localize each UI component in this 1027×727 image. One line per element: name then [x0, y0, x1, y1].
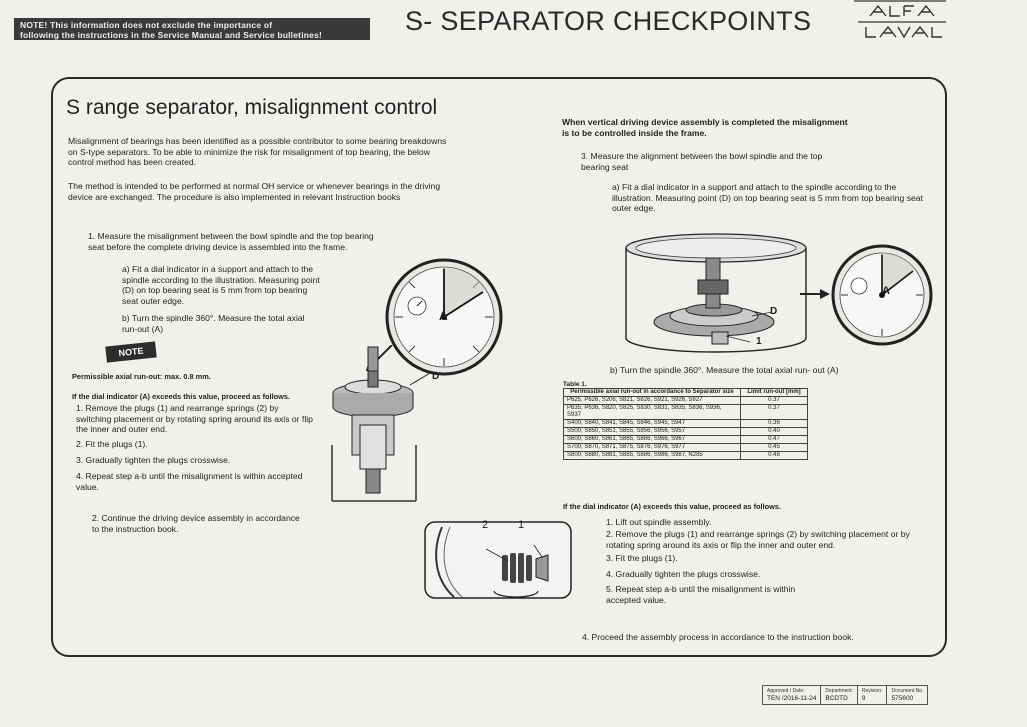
step-1: 1. Measure the misalignment between the bowl spindle and the top bearing seat before the complete driving device is assembled into the frame. [88, 231, 374, 252]
table-header-row [564, 389, 808, 397]
detail-label-1: 1 [518, 519, 525, 531]
point-label-d-right: D [770, 306, 778, 317]
footer-department [821, 686, 858, 705]
dial-label-a-right: A [882, 285, 890, 297]
table-cell-sizes: S500, S850, S851, S855, S856, S956, S957 [564, 428, 741, 436]
permissible-runout [72, 372, 332, 383]
exceeds-heading-right: If the dial indicator (A) exceeds this value, proceed as follows. [563, 502, 782, 511]
document-value: 575600 [891, 695, 914, 702]
step-3b: b) Turn the spindle 360°. Measure the total axial run- out (A) [610, 365, 839, 375]
table-cell-sizes: P635, P636, S820, S825, S830, S831, S835, S836, S936, S937 [564, 405, 741, 420]
approved-label: Approved / Date: [767, 688, 805, 694]
fix-step-right-4: 4. Gradually tighten the plugs crosswise. [606, 569, 761, 579]
table-cell-limit: 0.37 [741, 405, 808, 420]
section-title: S range separator, misalignment control [66, 96, 438, 119]
table-cell-limit: 0.45 [741, 444, 808, 452]
fix-step-right-1: 1. Lift out spindle assembly. [606, 517, 712, 527]
fix-step-right-5: 5. Repeat step a-b until the misalignment is within accepted value. [606, 584, 796, 605]
document-title: S- SEPARATOR CHECKPOINTS [405, 6, 812, 36]
table-cell-limit: 0.37 [741, 397, 808, 405]
plug-spring-detail-illustration [424, 521, 572, 599]
fix-step-right-2: 2. Remove the plugs (1) and rearrange springs (2) by switching placement or by rotating spring around its axis or flip the inner and outer end. [606, 529, 910, 550]
revision-label: Revision: [861, 688, 883, 694]
table-row [564, 397, 808, 405]
table-cell-limit: 0.48 [741, 452, 808, 460]
department-label: Department: [825, 688, 853, 694]
fix-step-left-1: 1. Remove the plugs (1) and rearrange springs (2) by switching placement or by rotating spring around its axis or flip the inner and outer end. [76, 403, 313, 435]
alfa-laval-logo [846, 0, 956, 42]
approved-value: TEN /2016-11-24 [767, 695, 817, 702]
table-cell-limit: 0.47 [741, 436, 808, 444]
notice-line-2: following the instructions in the Service Manual and Service bulletines! [20, 30, 323, 40]
table-row [564, 428, 808, 436]
step-1a: a) Fit a dial indicator in a support and attach to the spindle according to the illustration. Measuring point (D) on top bearing seat is 5 mm from top bearing seat outer edge. [122, 264, 320, 306]
table-cell-sizes: P625, P626, S206, S821, S826, S921, S926, S927 [564, 397, 741, 405]
step-3: 3. Measure the alignment between the bowl spindle and the top bearing seat [581, 151, 823, 172]
note-badge: NOTE [105, 341, 156, 362]
table-caption: Table 1. [563, 381, 587, 388]
detail-label-2: 2 [482, 519, 489, 531]
service-manual-notice [14, 18, 370, 40]
document-info-footer [762, 685, 928, 705]
arrow-to-dial-right [800, 288, 830, 300]
vertical-assembly-heading: When vertical driving device assembly is completed the misalignment is to be controlled inside the frame. [562, 117, 848, 138]
plug-label-1-right: 1 [756, 336, 762, 347]
exceeds-heading-left: If the dial indicator (A) exceeds this value, proceed as follows. [72, 392, 291, 401]
driving-device-illustration-left [330, 345, 455, 505]
table-cell-sizes: S400, S840, S841, S845, S846, S945, S947 [564, 420, 741, 428]
table-row [564, 452, 808, 460]
table-cell-sizes: S600, S860, S861, S865, S866, S966, S967 [564, 436, 741, 444]
intro-paragraph-2: The method is intended to be performed at normal OH service or whenever bearings in the driving device are exchanged. The procedure is also implemented in relevant Instruction books [68, 181, 441, 202]
table-row [564, 436, 808, 444]
step-1b: b) Turn the spindle 360°. Measure the total axial run-out (A) [122, 313, 305, 334]
revision-value: 9 [861, 695, 866, 702]
fix-step-right-3: 3. Fit the plugs (1). [606, 553, 678, 563]
fix-step-left-4: 4. Repeat step a-b until the misalignment is within accepted value. [76, 471, 303, 492]
table-row [564, 444, 808, 452]
dial-label-a-left: A [439, 309, 448, 323]
table-cell-limit: 0.40 [741, 428, 808, 436]
table-cell-limit: 0.36 [741, 420, 808, 428]
table-header-limit: Limit run-out [mm] [741, 389, 808, 397]
runout-limits-table [563, 388, 808, 460]
notice-line-1: NOTE! This information does not exclude the importance of [20, 20, 273, 30]
permissible-label: Permissible axial run-out: [72, 372, 163, 381]
fix-step-left-2: 2. Fit the plugs (1). [76, 439, 148, 449]
step-2: 2. Continue the driving device assembly in accordance to the instruction book. [92, 513, 300, 534]
table-cell-sizes: S700, S870, S871, S875, S876, S976, S977 [564, 444, 741, 452]
permissible-value: max. 0.8 mm. [164, 372, 211, 381]
frame-assembly-illustration-right [622, 230, 810, 360]
department-value: BCDTD [825, 695, 848, 702]
step-3a: a) Fit a dial indicator in a support and attach to the spindle according to the illustration. Measuring point (D) on top bearing seat is 5 mm from top bearing seat outer edge. [612, 182, 923, 214]
footer-document [887, 686, 928, 705]
intro-paragraph-1: Misalignment of bearings has been identified as a possible contributor to some bearing breakdowns on S-type separators. To be able to minimize the risk for misalignment of top bearing, the below control method has been created. [68, 136, 447, 168]
table-row [564, 405, 808, 420]
document-label: Document No. [891, 688, 924, 694]
footer-revision [857, 686, 887, 705]
step-4: 4. Proceed the assembly process in accordance to the instruction book. [582, 632, 854, 642]
table-row [564, 420, 808, 428]
table-cell-sizes: S800, S880, S881, S885, S886, S986, S987, N285 [564, 452, 741, 460]
fix-step-left-3: 3. Gradually tighten the plugs crosswise. [76, 455, 231, 465]
footer-approved [763, 686, 821, 705]
table-header-size: Permissible axial run-out in accordance to Separator size [564, 389, 741, 397]
point-label-d-left: D [432, 371, 440, 382]
